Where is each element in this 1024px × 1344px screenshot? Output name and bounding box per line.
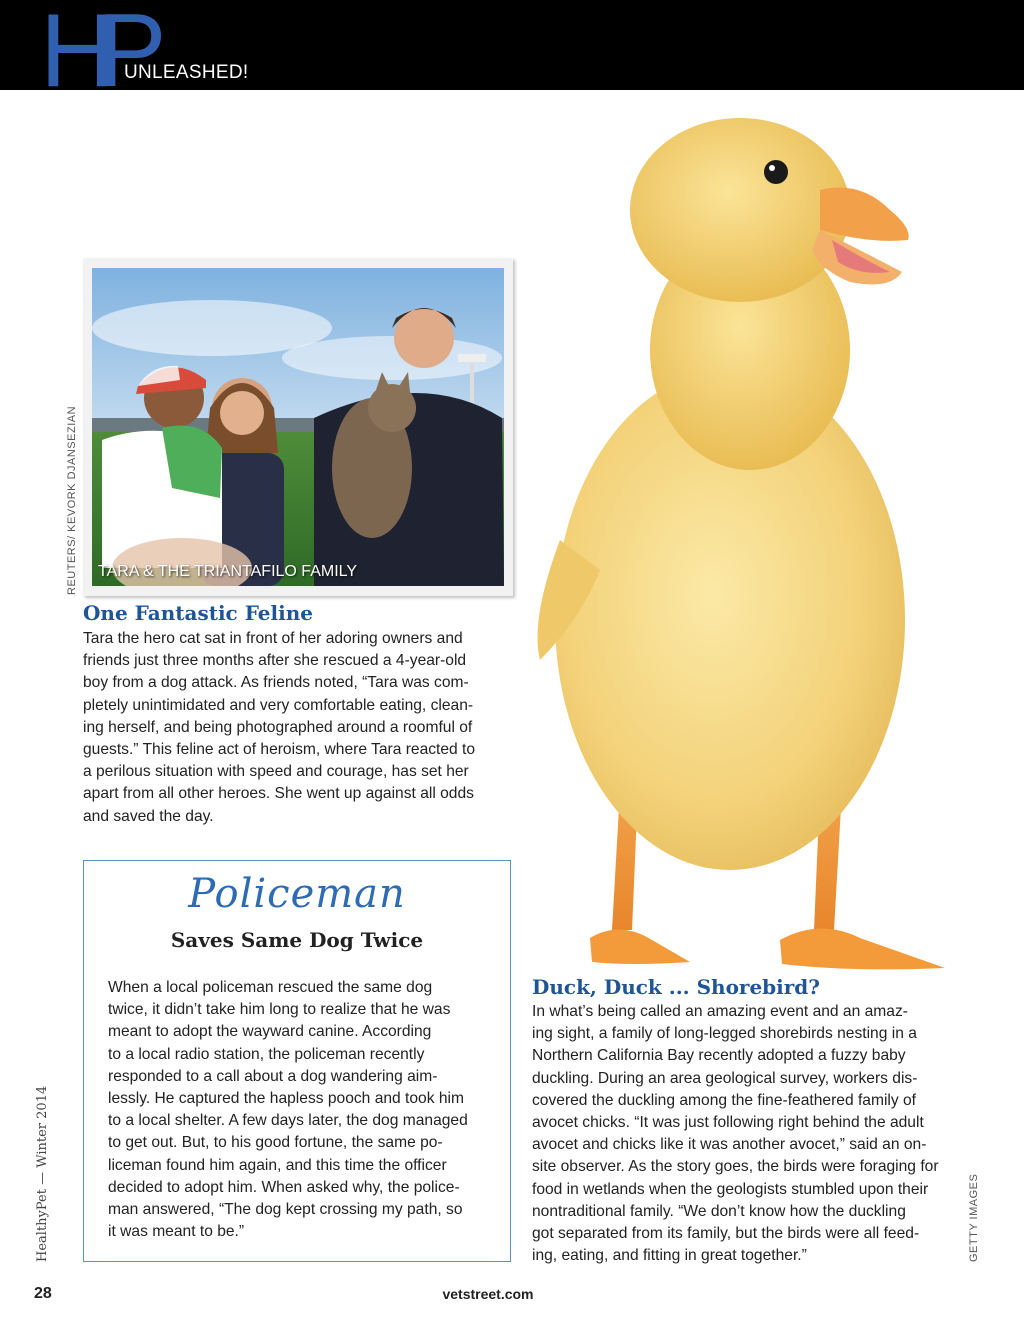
text-line: meant to adopt the wayward canine. According bbox=[108, 1023, 432, 1041]
text-line: to get out. But, to his good fortune, the same po- bbox=[108, 1134, 443, 1152]
folio-text: HealthyPet — Winter 2014 bbox=[35, 1085, 50, 1262]
policeman-article-body bbox=[108, 977, 468, 1243]
photo-credit-left: REUTERS/ KEVORK DJANSEZIAN bbox=[66, 405, 78, 595]
text-line: and saved the day. bbox=[83, 807, 214, 825]
text-line: Northern California Bay recently adopted a fuzzy baby bbox=[532, 1047, 906, 1065]
sidebar-script-title: Policeman bbox=[188, 871, 406, 917]
text-line: man answered, “The dog kept crossing my path, so bbox=[108, 1201, 463, 1219]
text-line: liceman found him again, and this time the officer bbox=[108, 1156, 447, 1174]
text-line: to a local shelter. A few days later, the dog managed bbox=[108, 1112, 468, 1130]
text-line: avocet chicks. “It was just following right behind the adult bbox=[532, 1114, 924, 1132]
text-line: to a local radio station, the policeman recently bbox=[108, 1045, 425, 1063]
sidebar-subtitle: Saves Same Dog Twice bbox=[170, 928, 424, 952]
text-line: covered the duckling among the fine-feathered family of bbox=[532, 1091, 917, 1109]
page-number: 28 bbox=[34, 1285, 52, 1302]
text-line: friends just three months after she rescued a 4-year-old bbox=[83, 652, 467, 670]
duck-article-body bbox=[532, 1001, 939, 1267]
text-line: lessly. He captured the hapless pooch and took him bbox=[108, 1090, 464, 1108]
site-url: vetstreet.com bbox=[442, 1286, 534, 1302]
section-name: UNLEASHED! bbox=[124, 62, 249, 83]
text-line: a perilous situation with speed and courage, has set her bbox=[83, 763, 469, 781]
text-line: duckling. During an area geological survey, workers dis- bbox=[532, 1069, 918, 1087]
text-line: pletely unintimidated and very comfortable eating, clean- bbox=[83, 696, 474, 714]
duck-article-title: Duck, Duck ... Shorebird? bbox=[532, 975, 820, 999]
photo-caption: TARA & THE TRIANTAFILO FAMILY bbox=[98, 563, 358, 580]
magazine-logo: HP bbox=[40, 0, 149, 109]
text-line: ing herself, and being photographed around a roomful of bbox=[83, 718, 473, 736]
text-line: When a local policeman rescued the same dog bbox=[108, 979, 433, 996]
text-line: ing, eating, and fitting in great together.” bbox=[532, 1247, 807, 1265]
text-line: avocet and chicks like it was another avocet,” said an on- bbox=[532, 1136, 927, 1154]
photo-credit-right: GETTY IMAGES bbox=[968, 1173, 980, 1262]
text-line: boy from a dog attack. As friends noted, “Tara was com- bbox=[83, 674, 469, 692]
text-line: decided to adopt him. When asked why, the police- bbox=[108, 1178, 460, 1196]
feline-article-body bbox=[83, 628, 475, 828]
text-line: Tara the hero cat sat in front of her adoring owners and bbox=[83, 630, 463, 647]
text-line: it was meant to be.” bbox=[108, 1223, 245, 1241]
text-line: nontraditional family. “We don’t know how the duckling bbox=[532, 1202, 906, 1220]
text-line: twice, it didn’t take him long to realize that he was bbox=[108, 1001, 451, 1019]
text-line: site observer. As the story goes, the birds were foraging for bbox=[532, 1158, 939, 1176]
text-line: ing sight, a family of long-legged shorebirds nesting in a bbox=[532, 1025, 917, 1043]
text-line: guests.” This feline act of heroism, where Tara reacted to bbox=[83, 741, 476, 759]
text-line: got separated from its family, but the birds were all feed- bbox=[532, 1225, 920, 1243]
text-line: responded to a call about a dog wandering aim- bbox=[108, 1067, 438, 1085]
text-line: In what’s being called an amazing event and an amaz- bbox=[532, 1003, 908, 1020]
family-cat-photo bbox=[92, 268, 504, 586]
text-line: apart from all other heroes. She went up against all odds bbox=[83, 785, 474, 803]
duckling-photo bbox=[520, 100, 960, 980]
text-line: food in wetlands when the geologists stumbled upon their bbox=[532, 1180, 929, 1198]
feline-article-title: One Fantastic Feline bbox=[83, 601, 313, 625]
